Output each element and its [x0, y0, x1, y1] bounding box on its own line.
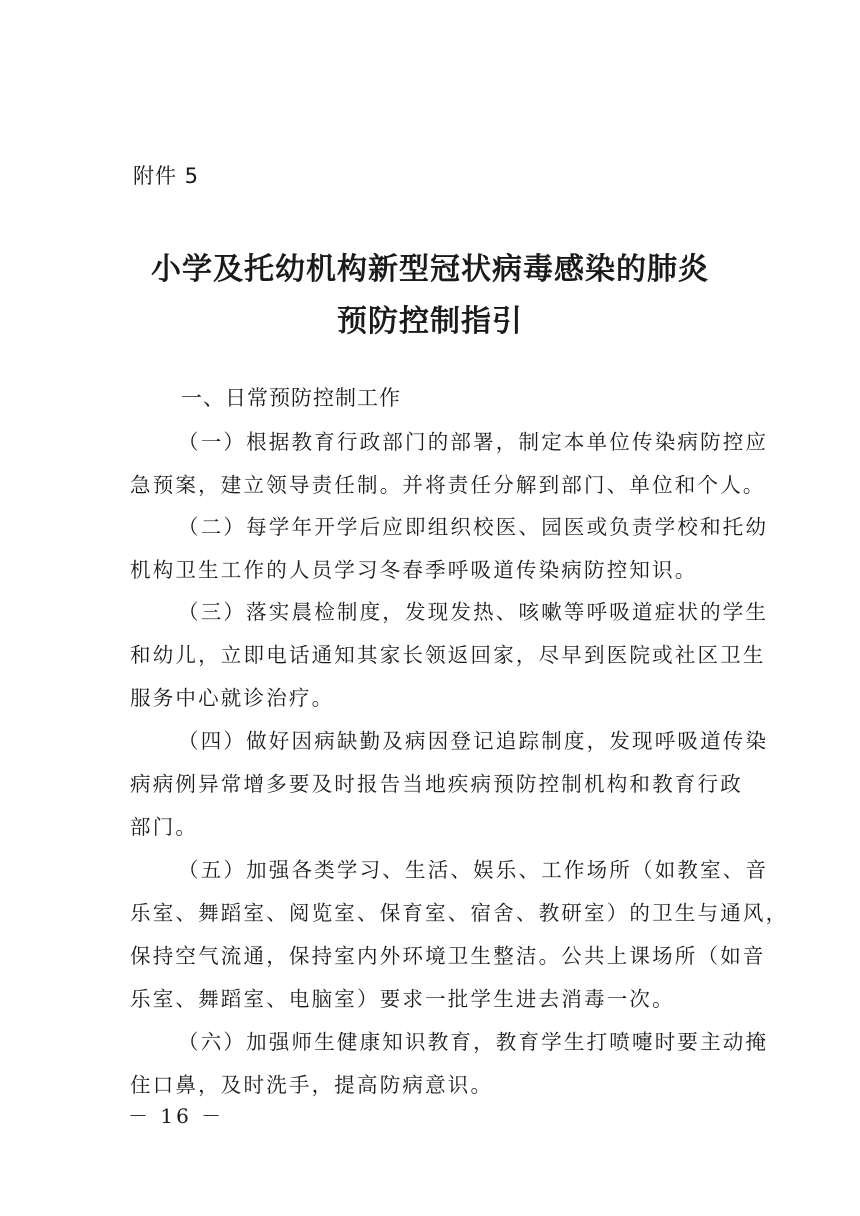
- paragraph-5-line-3: 保持空气流通，保持室内外环境卫生整洁。公共上课场所（如音: [130, 944, 766, 968]
- paragraph-4-line-1: （四）做好因病缺勤及病因登记追踪制度，发现呼吸道传染: [178, 729, 769, 753]
- paragraph-4-line-2: 病病例异常增多要及时报告当地疾病预防控制机构和教育行政: [130, 772, 743, 796]
- paragraph-3-line-3: 服务中心就诊治疗。: [130, 686, 335, 710]
- paragraph-2-line-2: 机构卫生工作的人员学习冬春季呼吸道传染病防控知识。: [130, 558, 698, 582]
- paragraph-6-line-2: 住口鼻，及时洗手，提高防病意识。: [130, 1073, 494, 1097]
- document-title-line-2: 预防控制指引: [337, 304, 523, 339]
- attachment-label: 附件 5: [133, 164, 200, 188]
- document-title-line-1: 小学及托幼机构新型冠状病毒感染的肺炎: [151, 252, 709, 287]
- paragraph-3-line-2: 和幼儿，立即电话通知其家长领返回家，尽早到医院或社区卫生: [130, 643, 766, 667]
- paragraph-4-line-3: 部门。: [130, 815, 199, 839]
- paragraph-2-line-1: （二）每学年开学后应即组织校医、园医或负责学校和托幼: [178, 515, 769, 539]
- paragraph-6-line-1: （六）加强师生健康知识教育，教育学生打喷嚏时要主动掩: [178, 1030, 769, 1054]
- paragraph-1-line-2: 急预案，建立领导责任制。并将责任分解到部门、单位和个人。: [130, 473, 766, 497]
- paragraph-5-line-2: 乐室、舞蹈室、阅览室、保育室、宿舍、教研室）的卫生与通风，: [130, 901, 789, 925]
- paragraph-1-line-1: （一）根据教育行政部门的部署，制定本单位传染病防控应: [178, 430, 769, 454]
- paragraph-3-line-1: （三）落实晨检制度，发现发热、咳嗽等呼吸道症状的学生: [178, 600, 769, 624]
- paragraph-5-line-1: （五）加强各类学习、生活、娱乐、工作场所（如教室、音: [178, 858, 769, 882]
- section-heading: 一、日常预防控制工作: [181, 386, 401, 410]
- page-number: － 16 －: [128, 1104, 225, 1128]
- paragraph-5-line-4: 乐室、舞蹈室、电脑室）要求一批学生进去消毒一次。: [130, 987, 675, 1011]
